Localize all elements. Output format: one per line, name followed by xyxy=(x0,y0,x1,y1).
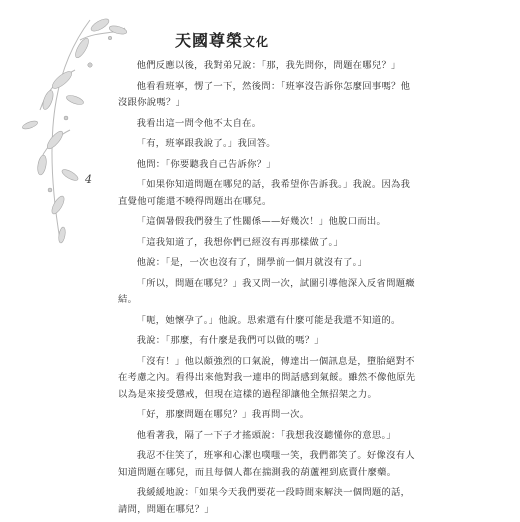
paragraph: 「有，班寧跟我說了。」我回答。 xyxy=(136,138,276,149)
paragraph: 「這個暑假我們發生了性關係——好幾次！」他脫口而出。 xyxy=(136,216,387,227)
body-text xyxy=(118,58,418,522)
paragraph: 他們反應以後，我對弟兄說：「那，我先問你，問題在哪兒？」 xyxy=(136,60,401,71)
paragraph: 「所以，問題在哪兒？」我又問一次，試圖引導他深入反省問題癥結。 xyxy=(118,277,415,305)
paragraph: 我緩緩地說：「如果今天我們要花一段時間來解決一個問題的話，請問，問題在哪兒？」 xyxy=(118,487,411,515)
paragraph: 「如果你知道問題在哪兒的話，我希望你告訴我。」我說。因為我直覺他可能還不曉得問題出在哪兒。 xyxy=(118,179,411,207)
paragraph: 「沒有！」他以頗強烈的口氣說，傳達出一個訊息是，墮胎絕對不在考慮之內。看得出來他對我一連串的問話感到氣餒。雖然不像他原先以為是來接受懲戒，但現在這樣的過程卻讓他全無招架之力。 xyxy=(118,355,416,400)
paragraph: 他看看班寧，愣了一下，然後問：「班寧沒告訴你怎麼回事嗎？他沒跟你說嗎？」 xyxy=(118,80,411,108)
header-title-suffix: 文化 xyxy=(243,35,270,49)
paragraph: 我說：「那麼，有什麼是我們可以做的嗎？」 xyxy=(136,335,324,346)
paragraph: 他說：「是，一次也沒有了，開學前一個月就沒有了。」 xyxy=(136,257,368,268)
page-number: 4 xyxy=(85,173,92,186)
paragraph: 「好，那麼問題在哪兒？」我再問一次。 xyxy=(136,409,310,420)
paragraph: 「這我知道了，我想你們已經沒有再那樣做了。」 xyxy=(136,236,344,248)
paragraph: 我看出這一問令他不太自在。 xyxy=(136,117,262,129)
paragraph: 他看著我，隔了一下子才搖頭說：「我想我沒聽懂你的意思。」 xyxy=(136,429,397,441)
header-title: 天國尊榮 xyxy=(175,31,244,50)
paragraph: 「呃，她懷孕了。」他說。思索還有什麼可能是我還不知道的。 xyxy=(136,314,401,326)
page-header xyxy=(175,28,269,51)
paragraph: 他問：「你要聽我自己告訴你？」 xyxy=(136,158,276,170)
paragraph: 我忍不住笑了，班寧和心潔也噗嗤一笑，我們都笑了。好像沒有人知道問題在哪兒，而且每個人都在揣測我的葫蘆裡到底賣什麼藥。 xyxy=(118,450,415,478)
